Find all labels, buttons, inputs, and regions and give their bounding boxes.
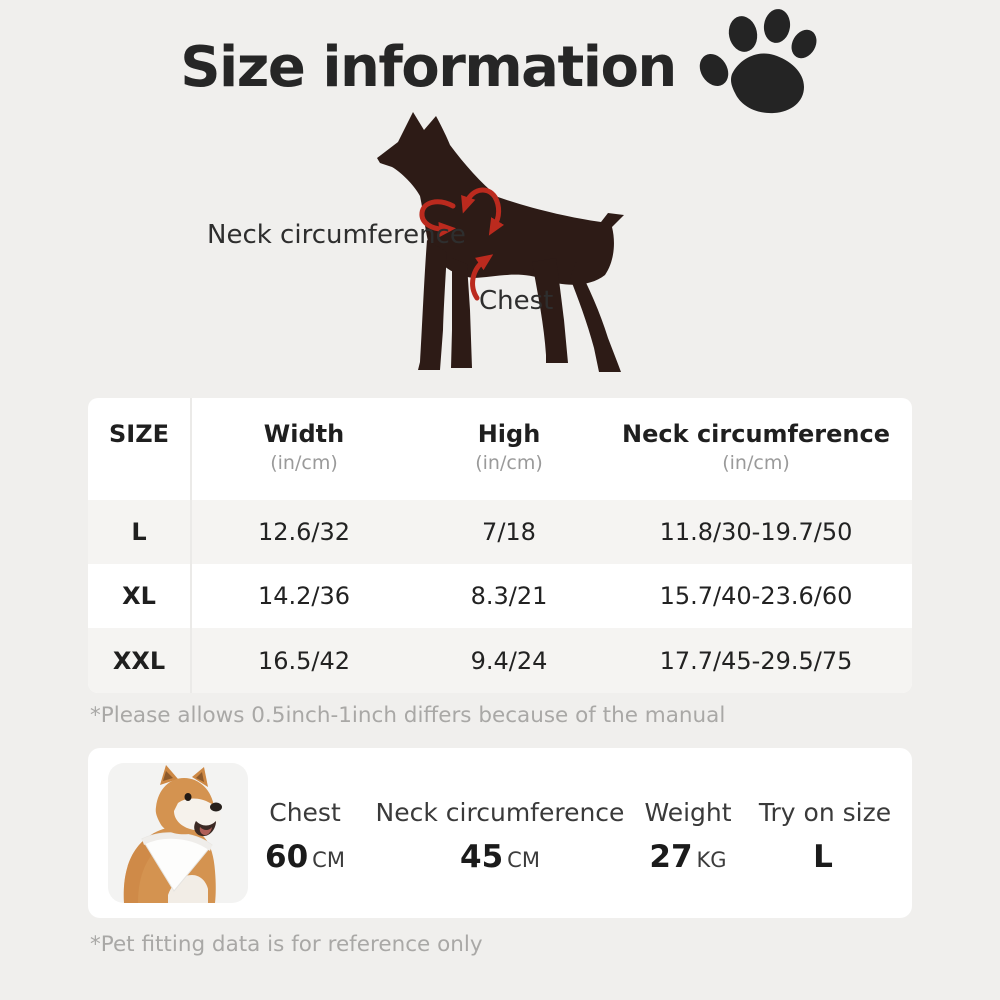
table-cell-high: 9.4/24: [418, 628, 600, 693]
stat-label: Neck circumference: [375, 798, 625, 827]
stat-try-on-size: [759, 798, 891, 875]
table-cell-high: 7/18: [418, 500, 600, 564]
column-header-neck: [600, 398, 912, 500]
column-header-sub: (in/cm): [270, 452, 338, 474]
stat-unit: KG: [696, 848, 727, 872]
stat-value: [759, 839, 891, 875]
stat-number: L: [813, 839, 833, 875]
pet-photo: [108, 763, 248, 903]
stat-number: 60: [265, 839, 309, 875]
table-cell-width: 14.2/36: [257, 582, 351, 610]
stat-label: Try on size: [758, 798, 892, 827]
pet-fitting-card: [88, 748, 912, 918]
page-title: Size information: [180, 34, 676, 100]
stat-unit: CM: [312, 848, 345, 872]
table-cell-high: 8.3/21: [470, 582, 548, 610]
stat-number: 27: [649, 839, 693, 875]
stat-chest: [265, 798, 345, 875]
table-cell-size: XXL: [88, 628, 190, 693]
column-header-label: Width: [263, 420, 345, 448]
stat-value: [376, 839, 625, 875]
stat-weight: [644, 798, 731, 875]
table-cell-neck: 17.7/45-29.5/75: [600, 628, 912, 693]
table-cell-neck: 11.8/30-19.7/50: [600, 500, 912, 564]
table-cell-neck: 15.7/40-23.6/60: [659, 582, 853, 610]
table-cell-width: 12.6/32: [190, 500, 418, 564]
fitting-note: *Pet fitting data is for reference only: [90, 932, 483, 957]
stat-number: 45: [460, 839, 504, 875]
stat-unit: CM: [507, 848, 540, 872]
column-header-size: [88, 398, 190, 500]
stat-value: [644, 839, 731, 875]
table-cell-size: XL: [122, 582, 156, 610]
stat-label: Chest: [269, 798, 341, 827]
column-header-high: [418, 398, 600, 500]
table-cell-width: 16.5/42: [190, 628, 418, 693]
table-note: *Please allows 0.5inch-1inch differs because of the manual: [90, 703, 726, 728]
chest-label: Chest: [479, 286, 554, 316]
neck-circumference-label: Neck circumference: [207, 220, 466, 250]
paw-icon: [694, 8, 820, 120]
column-header-width: [190, 398, 418, 500]
stat-neck-circumference: [376, 798, 625, 875]
column-header-label: Neck circumference: [622, 420, 890, 448]
column-header-sub: (in/cm): [475, 452, 543, 474]
size-table: [88, 398, 912, 693]
column-header-sub: (in/cm): [722, 452, 790, 474]
stat-value: [265, 839, 345, 875]
column-header-label: SIZE: [108, 420, 169, 448]
stat-label: Weight: [644, 798, 732, 827]
column-header-label: High: [477, 420, 541, 448]
table-cell-size: L: [88, 500, 190, 564]
